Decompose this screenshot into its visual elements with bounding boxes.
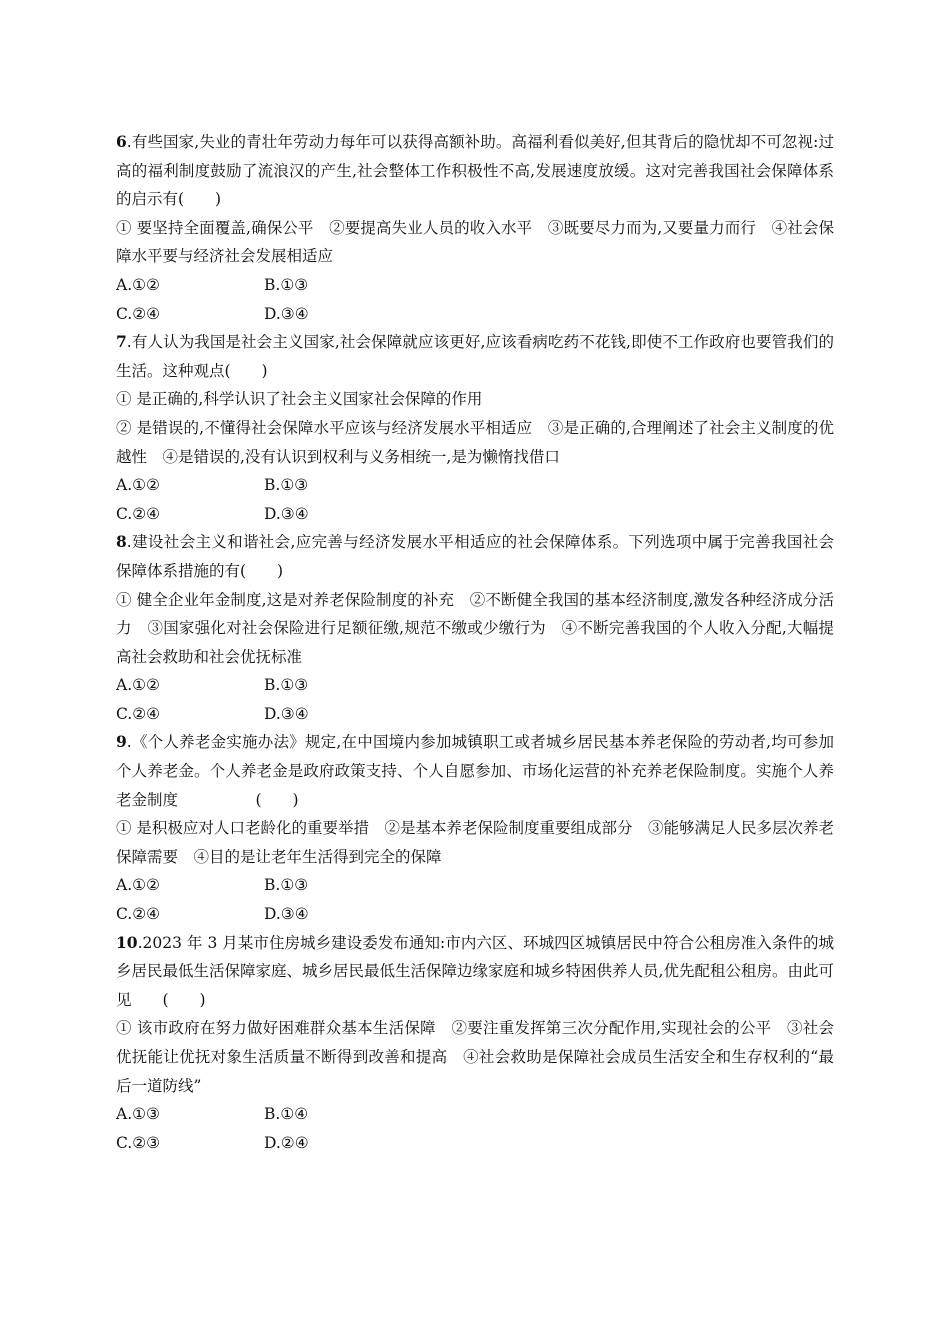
question-text: .建设社会主义和谐社会,应完善与经济发展水平相适应的社会保障体系。下列选项中属于完善我国社会保障体系措施的有( ) [116, 533, 834, 580]
option-c[interactable]: C.②④ [116, 905, 161, 924]
question-text: .2023 年 3 月某市住房城乡建设委发布通知:市内六区、环城四区城镇居民中符合公租房准入条件的城乡居民最低生活保障家庭、城乡居民最低生活保障边缘家庭和城乡特困供养人员,优先配租公租房。由此可见 ( ) [116, 933, 834, 1009]
question-text: .《个人养老金实施办法》规定,在中国境内参加城镇职工或者城乡居民基本养老保险的劳动者,均可参加个人养老金。个人养老金是政府政策支持、个人自愿参加、市场化运营的补充养老保险制度。实施个人养老金制度 ( ) [116, 733, 834, 809]
question-6 [116, 128, 834, 328]
option-d[interactable]: D.③④ [264, 704, 309, 723]
question-number: 9 [116, 732, 127, 752]
option-d[interactable]: D.③④ [264, 905, 309, 924]
question-statements: ① 要坚持全面覆盖,确保公平 ②要提高失业人员的收入水平 ③既要尽力而为,又要量力而行 ④社会保障水平要与经济社会发展相适应 [116, 218, 834, 266]
question-statements: ① 健全企业年金制度,这是对养老保险制度的补充 ②不断健全我国的基本经济制度,激发各种经济成分活力 ③国家强化对社会保险进行足额征缴,规范不缴或少缴行为 ④不断完善我国的个人收入分配,大幅提高社会救助和社会优抚标准 [116, 590, 834, 666]
option-c[interactable]: C.②④ [116, 504, 161, 523]
option-a[interactable]: A.①② [116, 676, 160, 695]
question-number: 6 [116, 132, 127, 151]
option-a[interactable]: A.①② [116, 476, 160, 495]
option-b[interactable]: B.①③ [264, 876, 309, 895]
question-8 [116, 528, 834, 728]
question-text: .有些国家,失业的青壮年劳动力每年可以获得高额补助。高福利看似美好,但其背后的隐忧却不可忽视:过高的福利制度鼓励了流浪汉的产生,社会整体工作积极性不高,发展速度放缓。这对完善我国社会保障体系的启示有( ) [116, 133, 834, 209]
question-stem [116, 128, 834, 214]
question-number: 7 [116, 332, 127, 352]
question-statements: ① 该市政府在努力做好困难群众基本生活保障 ②要注重发挥第三次分配作用,实现社会的公平 ③社会优抚能让优抚对象生活质量不断得到改善和提高 ④社会救助是保障社会成员生活安全和生存权利的“最后一道防线” [116, 1019, 834, 1095]
option-a[interactable]: A.①② [116, 275, 160, 294]
option-c[interactable]: C.②④ [116, 304, 161, 323]
question-stem [116, 728, 834, 814]
option-b[interactable]: B.①③ [264, 476, 309, 495]
option-c[interactable]: C.②④ [116, 704, 161, 723]
answer-options [116, 1100, 834, 1157]
answer-options [116, 271, 834, 328]
question-number: 10 [116, 932, 138, 952]
option-a[interactable]: A.①② [116, 876, 160, 895]
question-number: 8 [116, 532, 127, 552]
option-d[interactable]: D.②④ [264, 1133, 309, 1152]
option-a[interactable]: A.①③ [116, 1105, 160, 1124]
option-c[interactable]: C.②③ [116, 1133, 161, 1152]
question-10 [116, 929, 834, 1158]
answer-options [116, 871, 834, 928]
answer-options [116, 471, 834, 528]
question-stem [116, 528, 834, 585]
question-7 [116, 328, 834, 528]
option-d[interactable]: D.③④ [264, 304, 309, 323]
option-d[interactable]: D.③④ [264, 504, 309, 523]
option-b[interactable]: B.①③ [264, 275, 309, 294]
question-stem [116, 328, 834, 385]
option-b[interactable]: B.①④ [264, 1105, 309, 1124]
question-stem [116, 929, 834, 1015]
question-9 [116, 728, 834, 928]
question-list [116, 128, 834, 1157]
question-statements: ① 是正确的,科学认识了社会主义国家社会保障的作用 ② 是错误的,不懂得社会保障水平应该与经济发展水平相适应 ③是正确的,合理阐述了社会主义制度的优越性 ④是错误的,没有认识到权利与义务相统一,是为懒惰找借口 [116, 390, 834, 466]
question-statements: ① 是积极应对人口老龄化的重要举措 ②是基本养老保险制度重要组成部分 ③能够满足人民多层次养老保障需要 ④目的是让老年生活得到完全的保障 [116, 819, 834, 866]
question-text: .有人认为我国是社会主义国家,社会保障就应该更好,应该看病吃药不花钱,即使不工作政府也要管我们的生活。这种观点( ) [116, 333, 834, 380]
option-b[interactable]: B.①③ [264, 676, 309, 695]
answer-options [116, 671, 834, 728]
